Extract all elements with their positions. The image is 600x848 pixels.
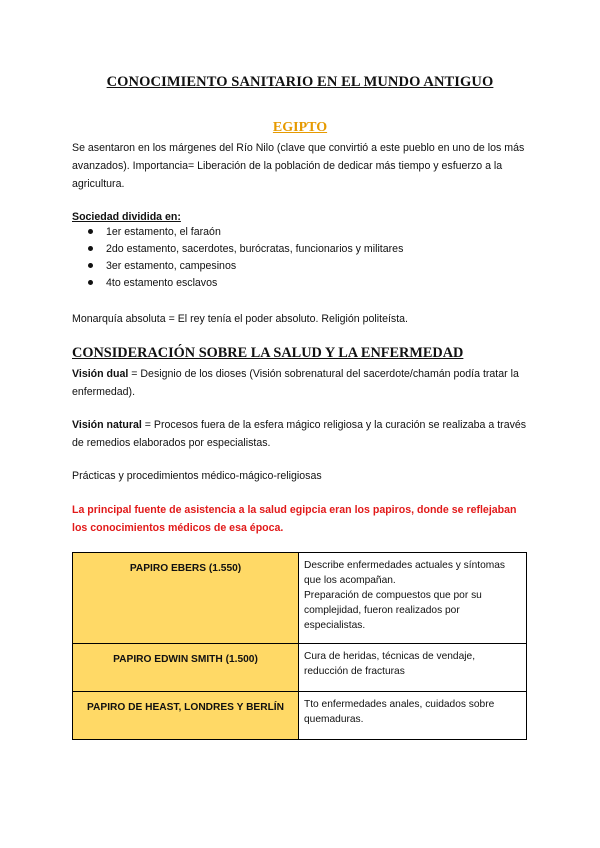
society-heading: Sociedad dividida en: [72,211,181,223]
papyrus-description: Describe enfermedades actuales y síntomas que los acompañan. Preparación de compuestos que por su complejidad, fueron realizados por especialistas. [299,553,527,644]
natural-vision-label: Visión natural [72,419,142,431]
papyrus-name: PAPIRO EBERS (1.550) [73,553,299,644]
natural-vision-paragraph [72,416,532,452]
papyri-table [72,552,527,740]
bullet-icon [88,246,93,251]
papyrus-description: Cura de heridas, técnicas de vendaje, reducción de fracturas [299,644,527,692]
bullet-icon [88,229,93,234]
list-item [88,241,403,258]
papyrus-description: Tto enfermedades anales, cuidados sobre quemaduras. [299,692,527,740]
table-row [73,692,527,740]
natural-vision-text: = Procesos fuera de la esfera mágico religiosa y la curación se realizaba a través de remedios elaborados por especialistas. [72,419,527,449]
table-row [73,644,527,692]
dual-vision-label: Visión dual [72,368,129,380]
monarchy-paragraph: Monarquía absoluta = El rey tenía el poder absoluto. Religión politeísta. [72,313,408,325]
list-item [88,258,236,275]
list-item [88,275,217,292]
table-row [73,553,527,644]
section-title-egipto: EGIPTO [272,120,328,135]
section-heading-health: CONSIDERACIÓN SOBRE LA SALUD Y LA ENFERMEDAD [72,345,464,361]
highlight-paragraph: La principal fuente de asistencia a la salud egipcia eran los papiros, donde se reflejaban los conocimientos médicos de esa época. [72,504,517,534]
list-item-text: 2do estamento, sacerdotes, burócratas, funcionarios y militares [106,243,404,255]
dual-vision-paragraph [72,365,532,401]
intro-paragraph: Se asentaron en los márgenes del Río Nilo (clave que convirtió a este pueblo en uno de los más avanzados). Importancia= Liberación de la población de dedicar más tiempo y esfuerzo a la agricultura. [72,142,525,190]
list-item-text: 3er estamento, campesinos [106,260,237,272]
list-item-text: 4to estamento esclavos [106,277,218,289]
bullet-icon [88,263,93,268]
list-item [88,224,221,241]
practices-line: Prácticas y procedimientos médico-mágico-religiosas [72,470,322,482]
papyrus-name: PAPIRO EDWIN SMITH (1.500) [73,644,299,692]
papyrus-name: PAPIRO DE HEAST, LONDRES Y BERLÍN [73,692,299,740]
page-title: CONOCIMIENTO SANITARIO EN EL MUNDO ANTIGUO [106,74,494,90]
list-item-text: 1er estamento, el faraón [106,226,221,238]
dual-vision-text: = Designio de los dioses (Visión sobrenatural del sacerdote/chamán podía tratar la enfermedad). [72,368,519,398]
bullet-icon [88,280,93,285]
